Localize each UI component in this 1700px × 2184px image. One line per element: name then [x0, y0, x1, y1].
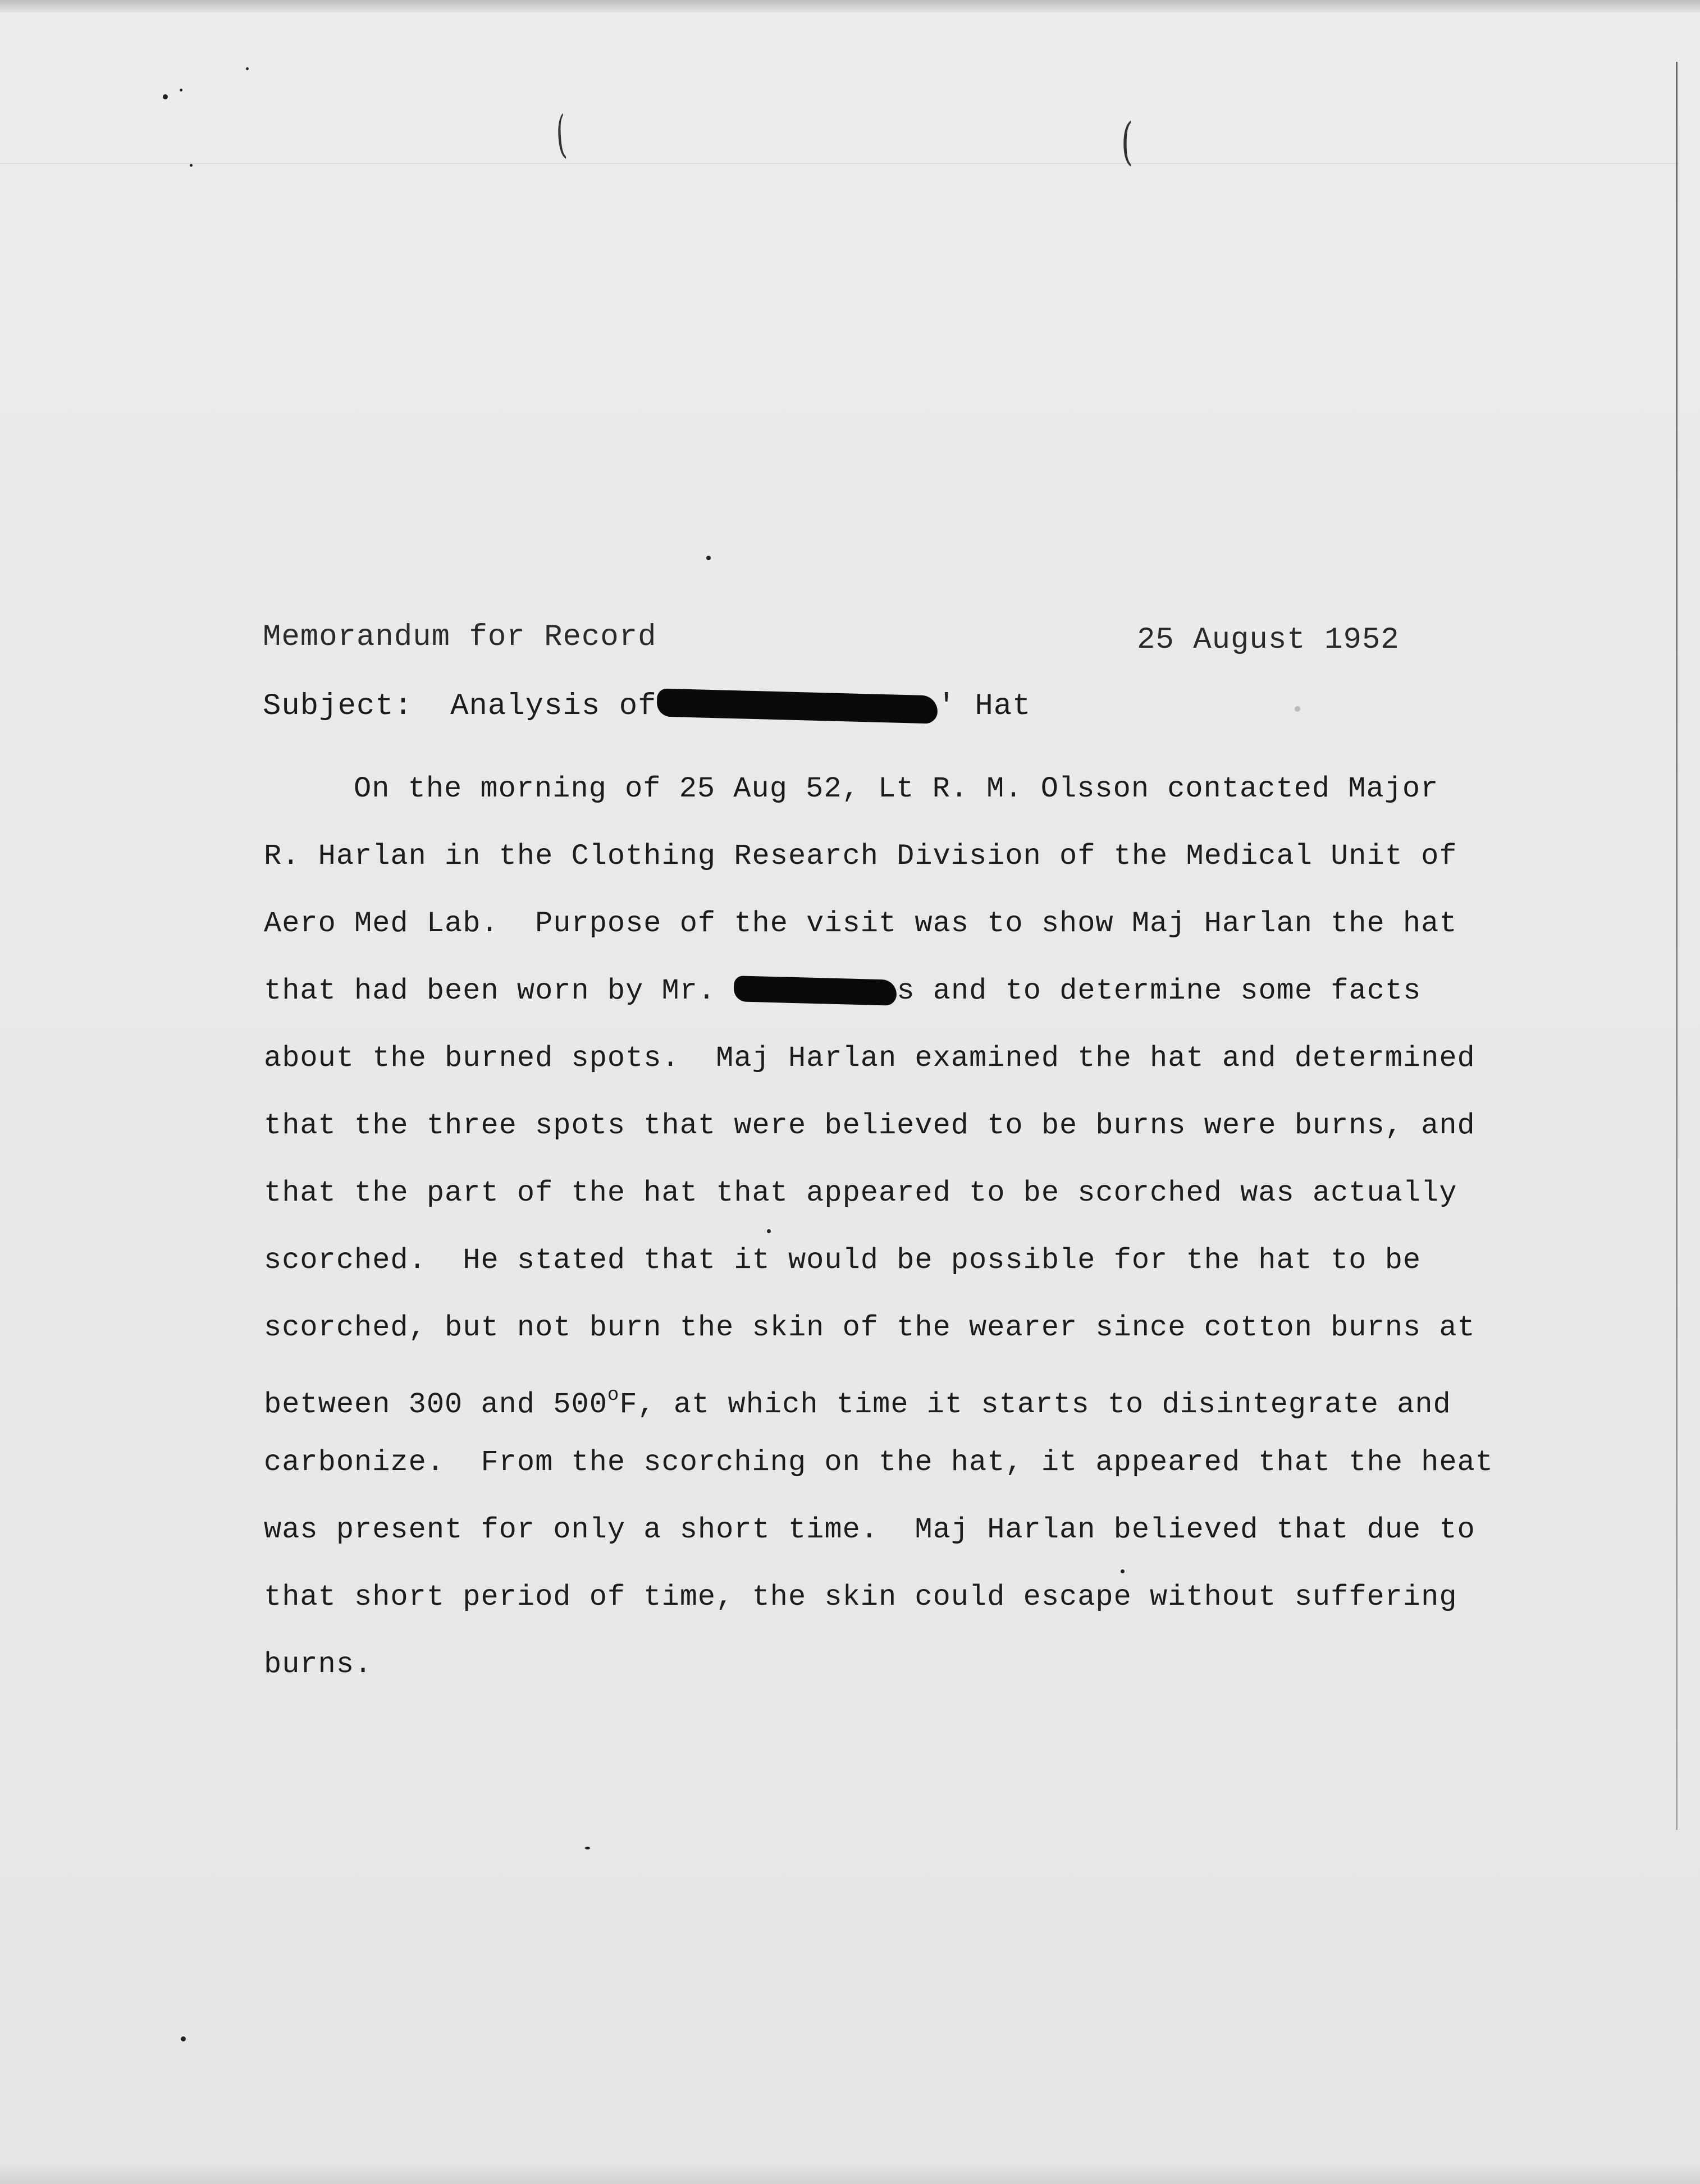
ink-speck [163, 94, 168, 99]
body-line [264, 958, 1443, 1025]
memo-heading: Memorandum for Record [263, 620, 657, 654]
body-line: that the three spots that were believed to be burns were burns, and [264, 1109, 1475, 1142]
ink-speck [181, 2036, 186, 2041]
ink-speck [180, 89, 182, 91]
body-line-start: that had been worn by Mr. [264, 974, 716, 1008]
redaction-mark [734, 976, 897, 1006]
ink-speck [190, 164, 193, 167]
body-line: that short period of time, the skin could escape without suffering [264, 1581, 1457, 1614]
body-line [264, 1362, 1451, 1429]
ink-speck [706, 556, 711, 560]
body-line: Aero Med Lab. Purpose of the visit was to show Maj Harlan the hat [264, 907, 1457, 940]
subject-label: Subject: [263, 689, 413, 724]
body-line-start: between 300 and 500 [264, 1388, 607, 1421]
redaction-mark [656, 688, 938, 724]
body-line: R. Harlan in the Clothing Research Division of the Medical Unit of [264, 840, 1457, 873]
ink-speck [585, 1847, 590, 1849]
bottom-shadow [0, 2162, 1700, 2184]
page-edge-line [1676, 62, 1678, 1830]
body-line: burns. [264, 1648, 373, 1681]
body-line: about the burned spots. Maj Harlan examined the hat and determined [264, 1042, 1475, 1075]
body-line-end: F, at which time it starts to disintegrate and [619, 1388, 1451, 1421]
body-line: scorched, but not burn the skin of the wearer since cotton burns at [264, 1311, 1475, 1344]
body-line: was present for only a short time. Maj Harlan believed that due to [264, 1513, 1475, 1546]
body-line: carbonize. From the scorching on the hat, it appeared that the heat [264, 1446, 1493, 1479]
subject-line [263, 689, 1031, 724]
body-line: On the morning of 25 Aug 52, Lt R. M. Olsson contacted Major [354, 772, 1439, 805]
punch-mark-right: ( [1121, 112, 1134, 171]
body-line: scorched. He stated that it would be possible for the hat to be [264, 1244, 1422, 1277]
top-shadow [0, 0, 1700, 12]
subject-suffix: ' Hat [937, 689, 1031, 724]
subject-prefix: Analysis of [450, 689, 657, 724]
ink-speck [1295, 706, 1300, 712]
memo-date: 25 August 1952 [1137, 623, 1400, 657]
body-line-end: s and to determine some facts [897, 974, 1422, 1008]
memo-body [264, 756, 1493, 1698]
degree-mark: o [607, 1385, 620, 1406]
punch-mark-left: ( [554, 104, 568, 166]
ink-speck [246, 67, 249, 70]
body-line: that the part of the hat that appeared to be scorched was actually [264, 1176, 1457, 1210]
fold-line [0, 163, 1679, 164]
